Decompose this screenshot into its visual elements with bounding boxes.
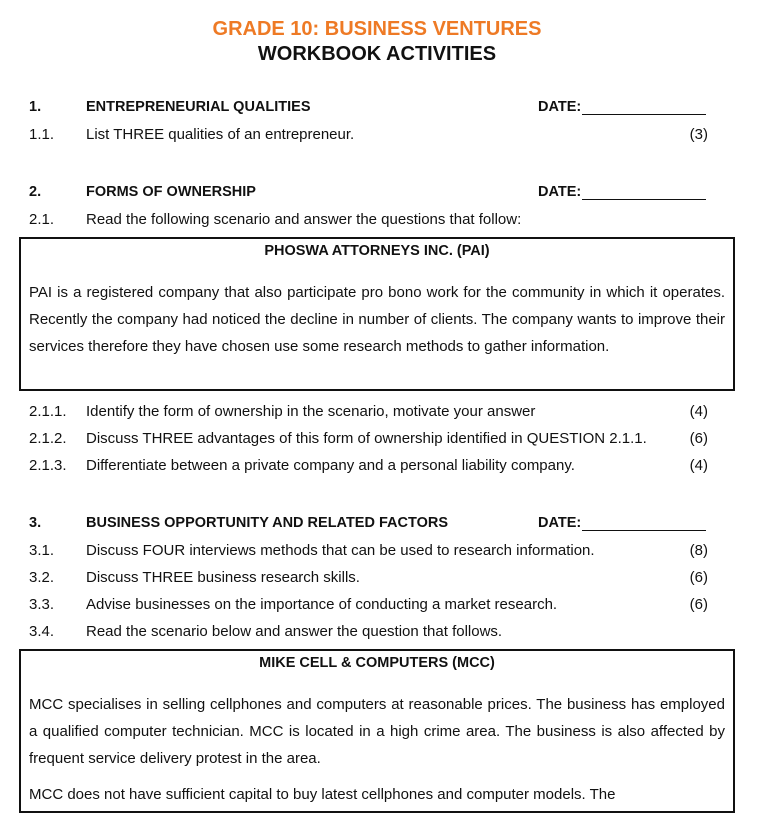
section-3-heading-row (0, 515, 760, 537)
date-line (582, 199, 706, 200)
question-text: Discuss THREE business research skills. (86, 569, 360, 586)
date-line (582, 530, 706, 531)
question-text: Read the scenario below and answer the question that follows. (86, 623, 503, 640)
question-marks: (6) (689, 430, 708, 447)
question-text: Differentiate between a private company and a personal liability company. (86, 457, 575, 474)
case-study-box (19, 649, 735, 813)
question-number: 2.1. (29, 211, 55, 228)
question-number: 3.3. (29, 596, 55, 613)
question-row (0, 211, 760, 233)
question-text: Identify the form of ownership in the scenario, motivate your answer (86, 403, 536, 420)
question-number: 3.2. (29, 569, 55, 586)
question-marks: (8) (689, 542, 708, 559)
question-text: Read the following scenario and answer the questions that follow: (86, 211, 522, 228)
case-study-title: MIKE CELL & COMPUTERS (MCC) (259, 655, 495, 671)
question-row (0, 596, 760, 618)
date-label: DATE: (538, 184, 582, 200)
case-study-paragraph: MCC specialises in selling cellphones and computers at reasonable prices. The business has employed a qualified computer technician. MCC is located in a high crime area. The business is also affected by frequent service delivery protest in the area. (29, 696, 725, 767)
case-study-box (19, 237, 735, 391)
section-number: 2. (29, 184, 42, 200)
section-2-heading-row (0, 184, 760, 206)
question-row (0, 430, 760, 452)
question-text: Discuss THREE advantages of this form of ownership identified in QUESTION 2.1.1. (86, 430, 647, 447)
case-study-paragraph: MCC does not have sufficient capital to buy latest cellphones and computer models. The (29, 786, 616, 803)
question-row (0, 569, 760, 591)
question-number: 2.1.2. (29, 430, 67, 447)
document-title: GRADE 10: BUSINESS VENTURES (212, 18, 542, 40)
section-1-heading-row (0, 99, 760, 121)
date-label: DATE: (538, 99, 582, 115)
section-number: 3. (29, 515, 42, 531)
question-number: 2.1.3. (29, 457, 67, 474)
question-marks: (4) (689, 457, 708, 474)
document-subtitle: WORKBOOK ACTIVITIES (257, 43, 497, 65)
question-number: 3.4. (29, 623, 55, 640)
section-number: 1. (29, 99, 42, 115)
question-row (0, 542, 760, 564)
question-number: 1.1. (29, 126, 55, 143)
question-row (0, 457, 760, 479)
question-row (0, 623, 760, 645)
date-label: DATE: (538, 515, 582, 531)
question-marks: (6) (689, 569, 708, 586)
question-text: Advise businesses on the importance of conducting a market research. (86, 596, 558, 613)
question-marks: (3) (689, 126, 708, 143)
section-heading: ENTREPRENEURIAL QUALITIES (86, 99, 311, 115)
question-row (0, 126, 760, 148)
section-heading: FORMS OF OWNERSHIP (86, 184, 256, 200)
section-heading: BUSINESS OPPORTUNITY AND RELATED FACTORS (86, 515, 448, 531)
case-study-text: PAI is a registered company that also participate pro bono work for the community in which it operates. Recently the company had noticed the decline in number of clients. The company wants to improve their services therefore they have chosen use some research methods to gather information. (29, 284, 725, 355)
question-row (0, 403, 760, 425)
case-study-title: PHOSWA ATTORNEYS INC. (PAI) (264, 243, 490, 259)
question-number: 2.1.1. (29, 403, 67, 420)
question-marks: (6) (689, 596, 708, 613)
question-text: List THREE qualities of an entrepreneur. (86, 126, 355, 143)
question-marks: (4) (689, 403, 708, 420)
question-number: 3.1. (29, 542, 55, 559)
date-line (582, 114, 706, 115)
question-text: Discuss FOUR interviews methods that can be used to research information. (86, 542, 595, 559)
